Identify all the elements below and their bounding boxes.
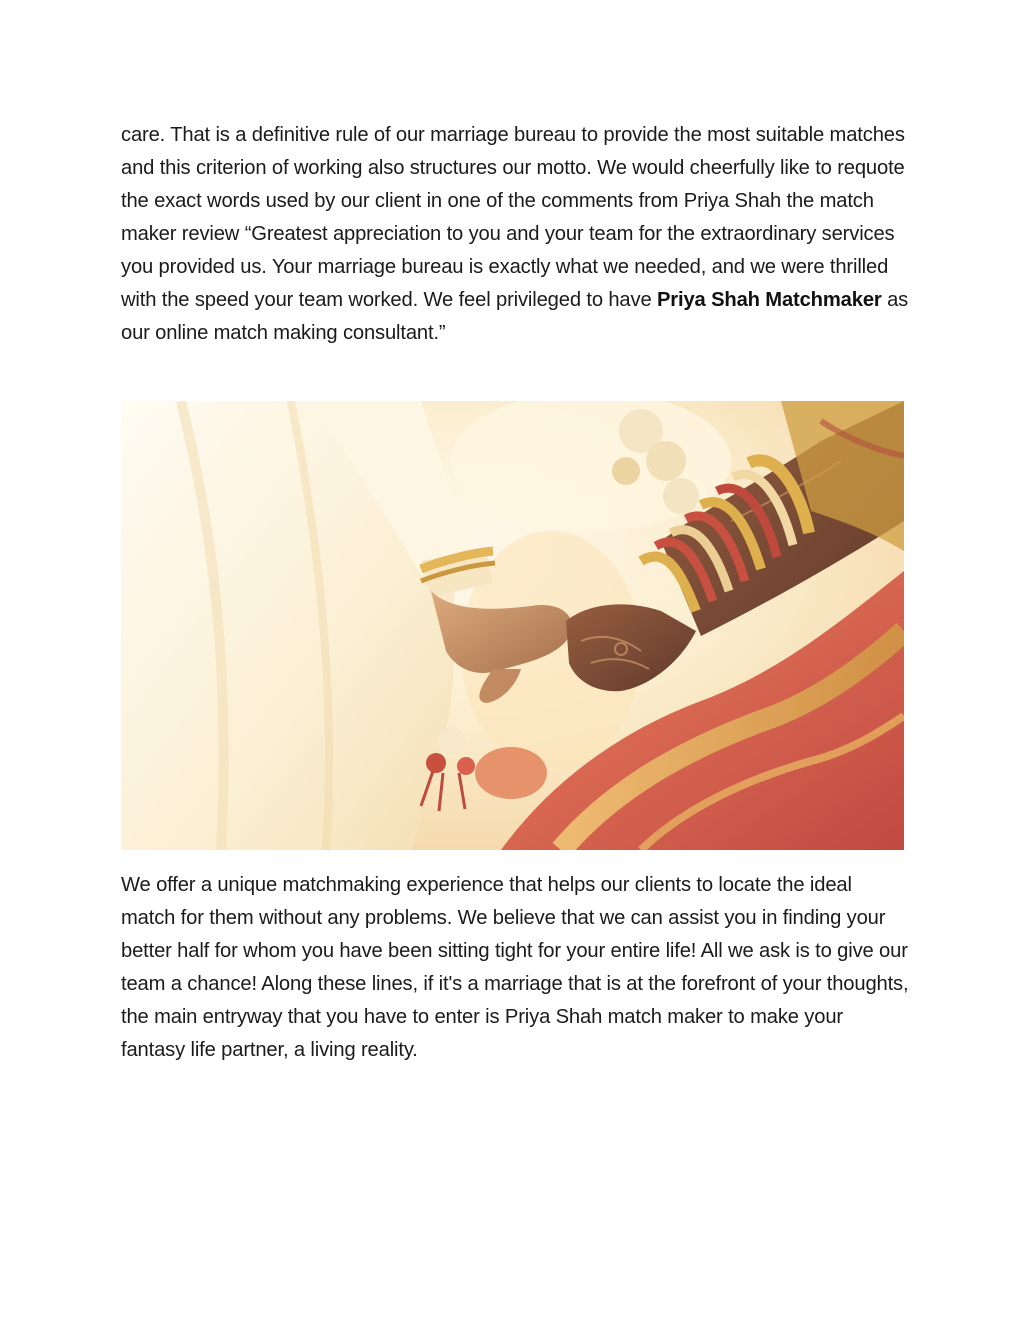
- body-paragraph-1: [121, 119, 911, 350]
- brand-name-bold: Priya Shah Matchmaker: [656, 289, 882, 311]
- paragraph-1-text-end: as our online match making consultant.”: [121, 289, 909, 344]
- wedding-photo-illustration: [121, 401, 904, 850]
- body-paragraph-2: We offer a unique matchmaking experience that helps our clients to locate the ideal match for them without any problems. We believe that we can assist you in finding your better half for whom you have been sitting tight for your entire life! All we ask is to give our team a chance! Along these lines, if it's a marriage that is at the forefront of your thoughts, the main entryway that you have to enter is Priya Shah match maker to make your fantasy life partner, a living reality.: [121, 874, 909, 1061]
- paragraph-1-text: care. That is a definitive rule of our marriage bureau to provide the most suitable matches and this criterion of working also structures our motto. We would cheerfully like to requote the exact words used by our client in one of the comments from Priya Shah the match maker review “Greatest appreciation to you and your team for the extraordinary services you provided us. Your marriage bureau is exactly what we needed, and we were thrilled with the speed your team worked. We feel privileged to have: [121, 124, 905, 311]
- wedding-hands-photo: [121, 401, 904, 850]
